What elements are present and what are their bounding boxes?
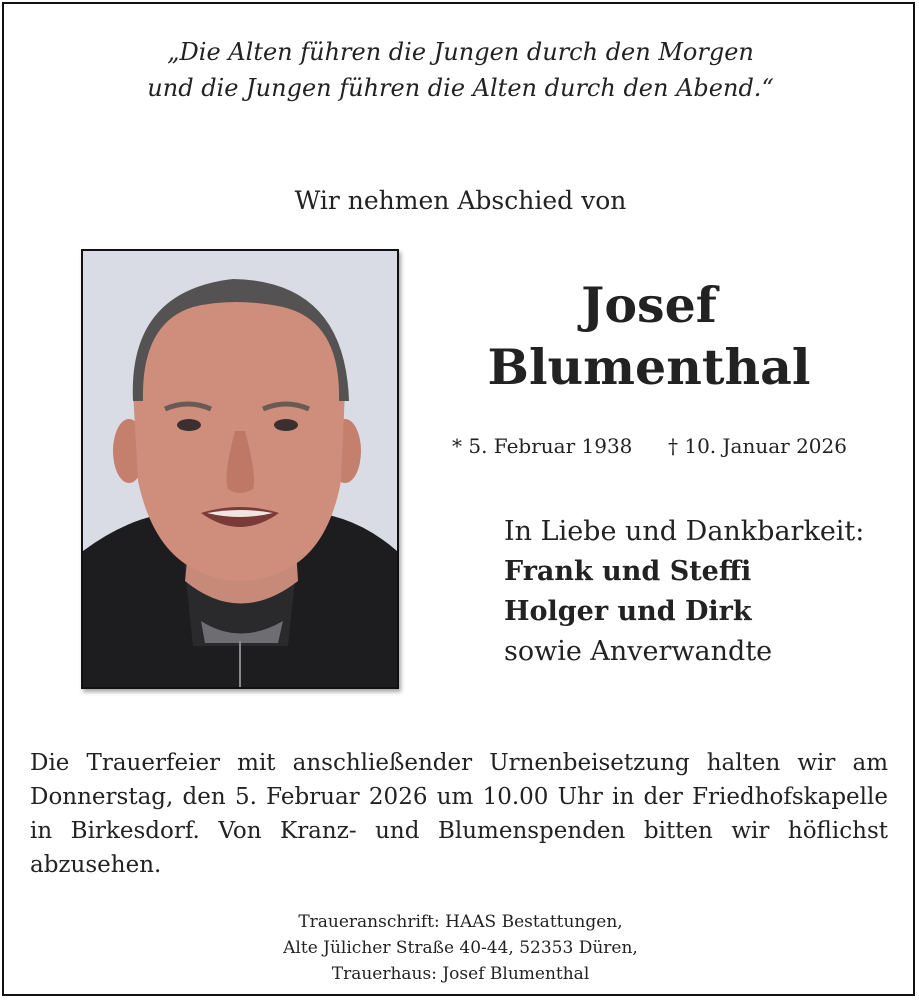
address-line-2: Alte Jülicher Straße 40-44, 52353 Düren, [283, 938, 638, 958]
mourning-address [4, 909, 917, 987]
deceased-name [454, 274, 844, 398]
birth-date: * 5. Februar 1938 [452, 434, 633, 458]
quote [4, 34, 917, 106]
family-heading: In Liebe und Dankbarkeit: [504, 516, 865, 547]
service-announcement: Die Trauerfeier mit anschließender Urnenbeisetzung halten wir am Donnerstag, den 5. Februar 2026 um 10.00 Uhr in der Friedhofskapelle in Birkesdorf. Von Kranz- und Blumenspenden bitten wir höflichst abzusehen. [30, 750, 888, 878]
family-line-2: Holger und Dirk [504, 596, 752, 627]
death-date: † 10. Januar 2026 [668, 434, 847, 458]
intro-text: Wir nehmen Abschied von [294, 186, 627, 215]
last-name: Blumenthal [487, 338, 811, 396]
portrait-photo [81, 249, 399, 689]
address-line-3: Trauerhaus: Josef Blumenthal [331, 964, 590, 984]
family-line-3: sowie Anverwandte [504, 636, 773, 667]
quote-line-1: „Die Alten führen die Jungen durch den Morgen [167, 38, 754, 66]
family-block [504, 512, 904, 672]
family-line-1: Frank und Steffi [504, 556, 752, 587]
obituary-frame [2, 2, 915, 996]
first-name: Josef [581, 276, 717, 334]
address-line-1: Traueranschrift: HAAS Bestattungen, [298, 912, 623, 932]
quote-line-2: und die Jungen führen die Alten durch den Abend.“ [147, 74, 774, 102]
